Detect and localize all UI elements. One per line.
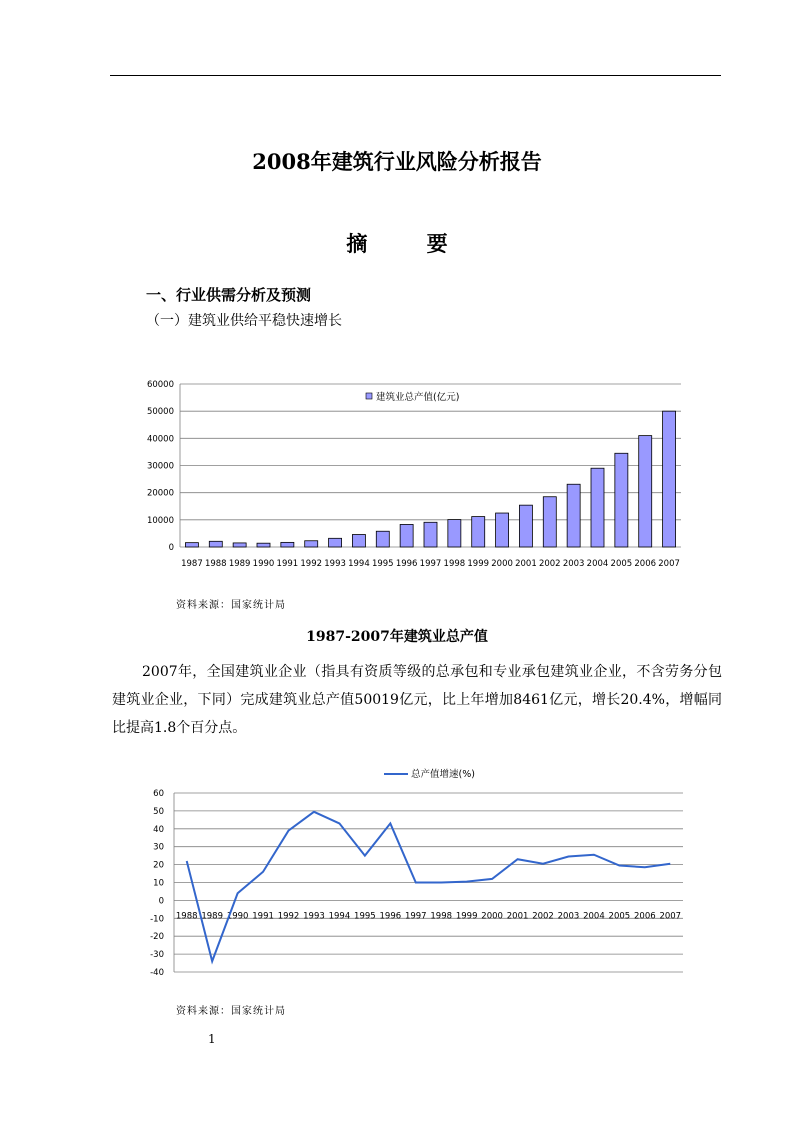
section-heading-1: 一、行业供需分析及预测 xyxy=(146,286,312,304)
y-tick-label: 50000 xyxy=(146,407,174,418)
y-tick-label: 40 xyxy=(153,824,164,835)
body-paragraph: 2007年，全国建筑业企业（指具有资质等级的总承包和专业承包建筑业企业，不含劳务分包建筑业企业，下同）完成建筑业总产值50019亿元，比上年增加8461亿元，增长20.4%，增幅同比提高1.8个百分点。 xyxy=(112,664,722,736)
x-tick-label: 1996 xyxy=(379,911,402,922)
x-tick-label: 1993 xyxy=(324,559,346,569)
page-number: 1 xyxy=(208,1032,216,1046)
x-tick-label: 1989 xyxy=(228,559,251,569)
y-tick-label: 40000 xyxy=(146,434,174,445)
x-tick-label: 1999 xyxy=(467,559,490,569)
x-tick-label: 1988 xyxy=(204,559,227,569)
y-tick-label: 50 xyxy=(153,806,164,817)
x-tick-label: 1989 xyxy=(201,911,223,922)
y-tick-label: -40 xyxy=(150,968,164,978)
x-tick-label: 2006 xyxy=(634,559,657,569)
x-tick-label: 2007 xyxy=(658,559,680,569)
x-tick-label: 1991 xyxy=(276,559,299,569)
y-tick-label: -30 xyxy=(150,950,164,961)
y-tick-label: -20 xyxy=(150,932,164,943)
x-tick-label: 1998 xyxy=(430,911,453,922)
x-tick-label: 1991 xyxy=(252,911,274,922)
x-tick-label: 1992 xyxy=(300,559,323,569)
x-tick-label: 1988 xyxy=(175,911,198,922)
x-tick-label: 1993 xyxy=(303,911,325,922)
y-tick-label: 0 xyxy=(168,543,174,553)
x-tick-label: 2001 xyxy=(506,911,529,922)
x-tick-label: 2000 xyxy=(481,911,503,922)
x-tick-label: 1990 xyxy=(252,559,275,569)
x-tick-label: 1994 xyxy=(348,559,370,569)
y-tick-label: 60 xyxy=(153,789,164,799)
x-tick-label: 1997 xyxy=(404,911,427,922)
x-tick-label: 2000 xyxy=(491,559,513,569)
x-tick-label: 2004 xyxy=(586,559,609,569)
x-tick-label: 1997 xyxy=(419,559,442,569)
y-tick-label: -10 xyxy=(150,914,164,925)
y-tick-label: 30000 xyxy=(146,461,174,472)
document-title: 2008年建筑行业风险分析报告 xyxy=(252,149,542,174)
x-tick-label: 1996 xyxy=(395,559,418,569)
y-tick-label: 60000 xyxy=(146,380,174,390)
x-tick-label: 2002 xyxy=(538,559,561,569)
y-tick-label: 10000 xyxy=(146,515,174,526)
abstract-heading: 摘 要 xyxy=(346,231,474,256)
x-tick-label: 2006 xyxy=(634,911,656,922)
x-tick-label: 1987 xyxy=(181,559,203,569)
x-tick-label: 2005 xyxy=(608,911,631,922)
x-tick-label: 1992 xyxy=(277,911,300,922)
section-heading-1-1: （一）建筑业供给平稳快速增长 xyxy=(146,313,342,329)
y-tick-label: 10 xyxy=(153,878,164,889)
y-tick-label: 30 xyxy=(153,842,164,853)
chart2-source: 资料来源：国家统计局 xyxy=(176,1006,286,1017)
legend-label: 建筑业总产值(亿元) xyxy=(376,392,460,403)
y-tick-label: 20 xyxy=(153,860,164,871)
chart1-caption: 1987-2007年建筑业总产值 xyxy=(306,629,488,645)
x-tick-label: 1995 xyxy=(354,911,376,922)
y-tick-label: 0 xyxy=(158,896,164,907)
x-tick-label: 2007 xyxy=(659,911,682,922)
legend-label: 总产值增速(%) xyxy=(411,769,475,780)
x-tick-label: 2001 xyxy=(515,559,537,569)
series-line xyxy=(187,812,671,961)
x-tick-label: 1995 xyxy=(371,559,394,569)
x-tick-label: 1990 xyxy=(226,911,249,922)
x-tick-label: 1999 xyxy=(455,911,478,922)
x-tick-label: 2005 xyxy=(610,559,633,569)
x-tick-label: 2003 xyxy=(562,559,585,569)
x-tick-label: 1994 xyxy=(328,911,351,922)
x-tick-label: 2003 xyxy=(557,911,580,922)
y-tick-label: 20000 xyxy=(146,488,174,499)
x-tick-label: 2002 xyxy=(532,911,554,922)
x-tick-label: 2004 xyxy=(583,911,605,922)
chart1-source: 资料来源：国家统计局 xyxy=(176,600,286,611)
x-tick-label: 1998 xyxy=(443,559,466,569)
